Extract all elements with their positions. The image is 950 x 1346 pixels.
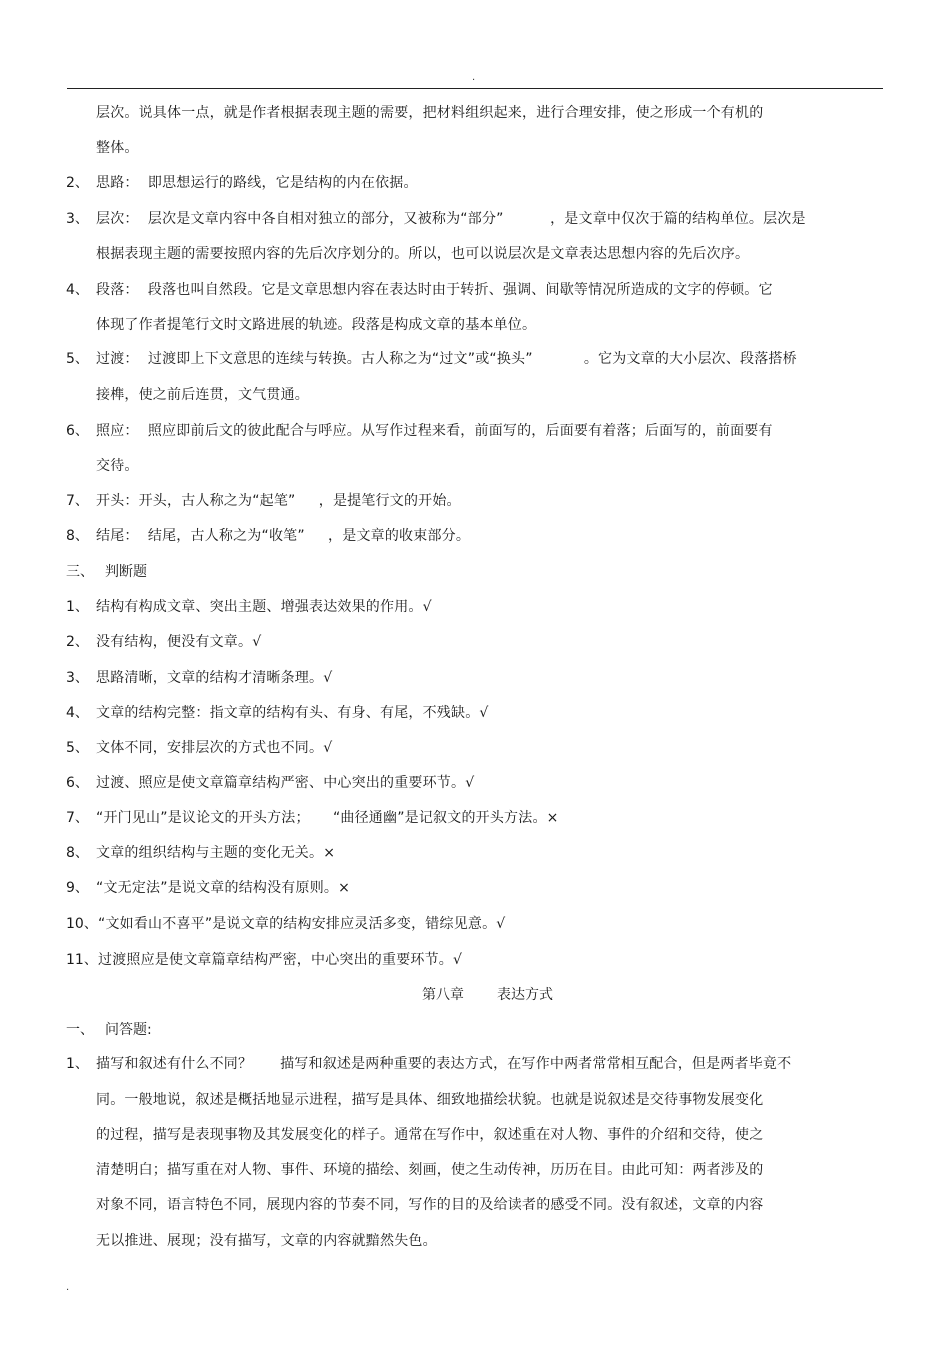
definition-number: 3、 <box>66 211 89 227</box>
section-number: 三、 <box>66 564 94 580</box>
intro-line: 层次。说具体一点，就是作者根据表现主题的需要，把材料组织起来，进行合理安排，使之形成一个有机的 <box>96 105 764 121</box>
definition-line: 照应： 照应即前后文的彼此配合与呼应。从写作过程来看，前面写的，后面要有着落；后面写的，前面要有 <box>96 423 773 439</box>
definition-number: 5、 <box>66 351 89 367</box>
intro-line: 整体。 <box>96 140 139 156</box>
definition-line: 层次： 层次是文章内容中各自相对独立的部分，又被称为“部分” ，是文章中仅次于篇的结构单位。层次是 <box>96 211 806 227</box>
judgment-item: 没有结构，便没有文章。√ <box>96 634 262 650</box>
judgment-item: 结构有构成文章、突出主题、增强表达效果的作用。√ <box>96 599 432 615</box>
definition-number: 7、 <box>66 493 89 509</box>
judgment-item: 文章的组织结构与主题的变化无关。× <box>96 845 336 861</box>
definition-number: 8、 <box>66 528 89 544</box>
definition-number: 6、 <box>66 423 89 439</box>
qa-line: 同。一般地说，叙述是概括地显示进程，描写是具体、细致地描绘状貌。也就是说叙述是交待事物发展变化 <box>96 1092 764 1108</box>
footer-dot: . <box>66 1282 70 1293</box>
definition-line: 开头：开头，古人称之为“起笔” ，是提笔行文的开始。 <box>96 493 461 509</box>
chapter-title: 表达方式 <box>497 987 553 1003</box>
definition-line: 体现了作者提笔行文时文路进展的轨迹。段落是构成文章的基本单位。 <box>96 317 537 333</box>
judgment-number: 7、 <box>66 810 89 826</box>
judgment-item: 过渡、照应是使文章篇章结构严密、中心突出的重要环节。√ <box>96 775 475 791</box>
judgment-number: 4、 <box>66 705 89 721</box>
definition-number: 2、 <box>66 175 89 191</box>
judgment-number: 9、 <box>66 880 89 896</box>
qa-line: 无以推进、展现；没有描写，文章的内容就黯然失色。 <box>96 1233 437 1249</box>
qa-line: 清楚明白；描写重在对人物、事件、环境的描绘、刻画，使之生动传神，历历在目。由此可知：两者涉及的 <box>96 1162 764 1178</box>
definition-line: 过渡： 过渡即上下文意思的连续与转换。古人称之为“过文”或“换头” 。它为文章的大小层次、段落搭桥 <box>96 351 797 367</box>
definition-line: 根据表现主题的需要按照内容的先后次序划分的。所以，也可以说层次是文章表达思想内容的先后次序。 <box>96 246 750 262</box>
section-title: 判断题 <box>105 564 147 580</box>
judgment-item: 过渡照应是使文章篇章结构严密，中心突出的重要环节。√ <box>98 952 463 968</box>
judgment-item: “文无定法”是说文章的结构没有原则。× <box>96 880 351 896</box>
header-rule <box>67 88 883 89</box>
qa-line: 对象不同，语言特色不同，展现内容的节奏不同，写作的目的及给读者的感受不同。没有叙述，文章的内容 <box>96 1197 764 1213</box>
judgment-number: 11、 <box>66 952 98 968</box>
definition-line: 接榫，使之前后连贯，文气贯通。 <box>96 387 309 403</box>
header-dot: . <box>472 72 476 83</box>
definition-line: 思路： 即思想运行的路线，它是结构的内在依据。 <box>96 175 418 191</box>
judgment-item: 文章的结构完整：指文章的结构有头、有身、有尾，不残缺。√ <box>96 705 489 721</box>
judgment-number: 2、 <box>66 634 89 650</box>
judgment-number: 10、 <box>66 916 98 932</box>
qa-line: 的过程，描写是表现事物及其发展变化的样子。通常在写作中，叙述重在对人物、事件的介绍和交待，使之 <box>96 1127 764 1143</box>
chapter-number: 第八章 <box>422 987 464 1003</box>
section-number: 一、 <box>66 1022 94 1038</box>
judgment-number: 5、 <box>66 740 89 756</box>
definition-line: 结尾： 结尾，古人称之为“收笔” ，是文章的收束部分。 <box>96 528 471 544</box>
definition-line: 交待。 <box>96 458 139 474</box>
judgment-number: 3、 <box>66 670 89 686</box>
definition-line: 段落： 段落也叫自然段。它是文章思想内容在表达时由于转折、强调、间歇等情况所造成的文字的停顿。它 <box>96 282 773 298</box>
judgment-number: 6、 <box>66 775 89 791</box>
definition-number: 4、 <box>66 282 89 298</box>
judgment-number: 8、 <box>66 845 89 861</box>
section-title: 问答题: <box>105 1022 152 1038</box>
judgment-item: “文如看山不喜平”是说文章的结构安排应灵活多变，错综见意。√ <box>98 916 506 932</box>
qa-line: 描写和叙述有什么不同？ 描写和叙述是两种重要的表达方式，在写作中两者常常相互配合，但是两者毕竟不 <box>96 1056 792 1072</box>
judgment-number: 1、 <box>66 599 89 615</box>
judgment-item: 文体不同，安排层次的方式也不同。√ <box>96 740 333 756</box>
judgment-item: 思路清晰，文章的结构才清晰条理。√ <box>96 670 333 686</box>
qa-number: 1、 <box>66 1056 89 1072</box>
judgment-item: “开门见山”是议论文的开头方法； “曲径通幽”是记叙文的开头方法。× <box>96 810 559 826</box>
